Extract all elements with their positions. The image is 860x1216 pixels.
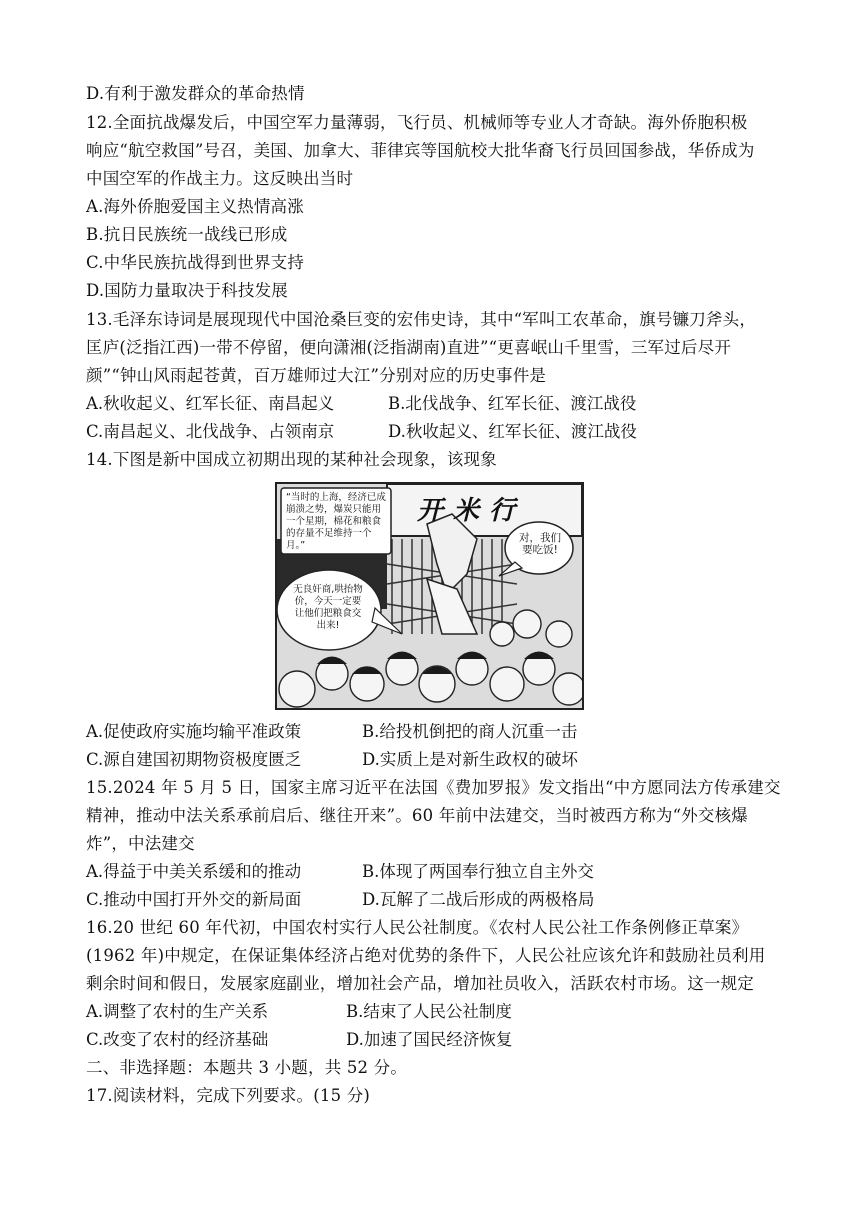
q12-option-c: C.中华民族抗战得到世界支持 <box>86 253 305 272</box>
q13-stem-line-3: 颜”“钟山风雨起苍黄，百万雄师过大江”分别对应的历史事件是 <box>86 366 547 385</box>
comic-bubble-left: 无良奸商,哄抬物价，今天一定要让他们把粮食交出来! <box>293 584 363 631</box>
q12-stem-line-2: 响应“航空救国”号召，美国、加拿大、菲律宾等国航校大批华裔飞行员回国参战，华侨成为 <box>86 141 755 160</box>
q15-option-d: D.瓦解了二战后形成的两极格局 <box>362 890 595 909</box>
q15-option-b: B.体现了两国奉行独立自主外交 <box>362 862 594 881</box>
q15-stem-line-1: 15.2024 年 5 月 5 日，国家主席习近平在法国《费加罗报》发文指出“中方愿同法方传承建交 <box>86 778 781 797</box>
shop-sign: 开米行 <box>417 496 526 526</box>
q15-stem-line-3: 炸”，中法建交 <box>86 834 195 853</box>
q17-stem: 17.阅读材料，完成下列要求。(15 分) <box>86 1086 371 1105</box>
q13-option-a: A.秋收起义、红军长征、南昌起义 <box>86 394 335 413</box>
q12-option-a: A.海外侨胞爱国主义热情高涨 <box>86 197 304 216</box>
q12-option-b: B.抗日民族统一战线已形成 <box>86 225 288 244</box>
q15-option-c: C.推动中国打开外交的新局面 <box>86 890 302 909</box>
q16-stem-line-1: 16.20 世纪 60 年代初，中国农村实行人民公社制度。《农村人民公社工作条例修正草案》 <box>86 918 749 937</box>
q13-stem-line-1: 13.毛泽东诗词是展现现代中国沧桑巨变的宏伟史诗，其中“军叫工农革命，旗号镰刀斧头， <box>86 310 757 329</box>
section-2-heading: 二、非选择题：本题共 3 小题，共 52 分。 <box>86 1058 408 1077</box>
q16-option-c: C.改变了农村的经济基础 <box>86 1030 269 1049</box>
q16-option-a: A.调整了农村的生产关系 <box>86 1002 269 1021</box>
q13-option-b: B.北伐战争、红军长征、渡江战役 <box>388 394 637 413</box>
q13-option-c: C.南昌起义、北伐战争、占领南京 <box>86 422 335 441</box>
q14-stem: 14.下图是新中国成立初期出现的某种社会现象，该现象 <box>86 450 497 469</box>
q14-option-d: D.实质上是对新生政权的破坏 <box>362 750 578 769</box>
q12-option-d: D.国防力量取决于科技发展 <box>86 281 288 300</box>
q13-option-d: D.秋收起义、红军长征、渡江战役 <box>388 422 637 441</box>
comic-bubble-top-left: “当时的上海，经济已成崩溃之势，爆炭只能用一个星期，棉花和粮食的存量不足维持一个月。” <box>286 492 386 551</box>
q11-option-d: D.有利于激发群众的革命热情 <box>86 84 305 103</box>
q16-stem-line-3: 剩余时间和假日，发展家庭副业，增加社会产品，增加社员收入，活跃农村市场。这一规定 <box>86 974 754 993</box>
q14-option-a: A.促使政府实施均输平准政策 <box>86 722 302 741</box>
q13-stem-line-2: 匡庐(泛指江西)一带不停留，便向潇湘(泛指湖南)直进”“更喜岷山千里雪，三军过后尽开 <box>86 338 732 357</box>
q12-stem-line-1: 12.全面抗战爆发后，中国空军力量薄弱，飞行员、机械师等专业人才奇缺。海外侨胞积极 <box>86 113 748 132</box>
q16-stem-line-2: (1962 年)中规定，在保证集体经济占绝对优势的条件下，人民公社应该允许和鼓励社员利用 <box>86 946 766 965</box>
q16-option-b: B.结束了人民公社制度 <box>346 1002 512 1021</box>
q14-option-c: C.源自建国初期物资极度匮乏 <box>86 750 302 769</box>
comic-bubble-right: 对，我们要吃饭! <box>519 532 561 556</box>
q12-stem-line-3: 中国空军的作战主力。这反映出当时 <box>86 169 354 188</box>
q14-comic-illustration <box>275 482 584 710</box>
q15-option-a: A.得益于中美关系缓和的推动 <box>86 862 302 881</box>
q16-option-d: D.加速了国民经济恢复 <box>346 1030 513 1049</box>
q15-stem-line-2: 精神，推动中法关系承前启后、继往开来”。60 年前中法建交，当时被西方称为“外交核爆 <box>86 806 749 825</box>
q14-option-b: B.给投机倒把的商人沉重一击 <box>362 722 578 741</box>
